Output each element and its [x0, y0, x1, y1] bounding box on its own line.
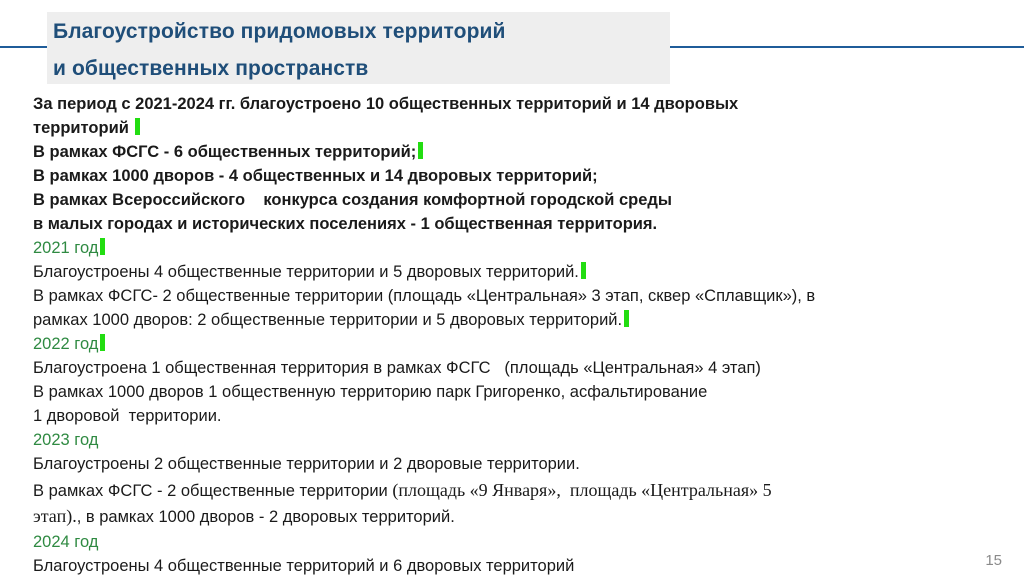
header-rule-left — [0, 46, 47, 48]
highlight-marker — [418, 142, 423, 159]
body-line — [33, 506, 455, 527]
body-text: рамках 1000 дворов: 2 общественные территории и 5 дворовых территорий. — [33, 311, 623, 329]
body-line: Благоустроены 4 общественные территорий и 6 дворовых территорий — [33, 557, 575, 575]
highlight-marker — [100, 334, 105, 351]
body-text-serif: этап). — [33, 506, 77, 526]
body-text: Благоустроены 4 общественные территории и 5 дворовых территорий. — [33, 263, 579, 281]
body-text: , в рамках 1000 дворов - 2 дворовых территорий. — [76, 508, 455, 526]
year-heading — [33, 334, 105, 354]
body-text: В рамках ФСГС - 2 общественные территории — [33, 482, 393, 500]
body-text-serif: (площадь «9 Января», площадь «Центральная» 5 — [392, 480, 772, 500]
summary-line: В рамках Всероссийского конкурса создания комфортной городской среды — [33, 191, 672, 209]
highlight-marker — [624, 310, 629, 327]
body-line: 1 дворовой территории. — [33, 407, 222, 425]
summary-line: За период с 2021-2024 гг. благоустроено 10 общественных территорий и 14 дворовых — [33, 95, 739, 113]
year-heading — [33, 238, 105, 258]
slide-title-line-2: и общественных пространств — [53, 57, 369, 80]
summary-text: В рамках ФСГС - 6 общественных территорий; — [33, 143, 417, 161]
summary-text: территорий — [33, 119, 129, 137]
slide-title-box — [47, 12, 670, 84]
year-heading-text: 2021 год — [33, 239, 99, 257]
body-line: Благоустроены 2 общественные территории и 2 дворовые территории. — [33, 455, 580, 473]
body-line: В рамках 1000 дворов 1 общественную территорию парк Григоренко, асфальтирование — [33, 383, 708, 401]
highlight-marker — [135, 118, 140, 135]
slide-title-line-1: Благоустройство придомовых территорий — [53, 20, 506, 43]
header-rule-right — [670, 46, 1024, 48]
body-line — [33, 480, 772, 501]
highlight-marker — [100, 238, 105, 255]
year-heading-text: 2022 год — [33, 335, 99, 353]
year-heading: 2023 год — [33, 431, 99, 449]
body-line — [33, 262, 586, 282]
year-heading: 2024 год — [33, 533, 99, 551]
summary-line — [33, 142, 423, 162]
summary-line — [33, 118, 140, 138]
body-line: Благоустроена 1 общественная территория в рамках ФСГС (площадь «Центральная» 4 этап) — [33, 359, 761, 377]
body-line — [33, 310, 629, 330]
body-line: В рамках ФСГС- 2 общественные территории (площадь «Центральная» 3 этап, сквер «Сплавщик»), в — [33, 287, 816, 305]
highlight-marker — [581, 262, 586, 279]
summary-line: в малых городах и исторических поселениях - 1 общественная территория. — [33, 215, 658, 233]
summary-line: В рамках 1000 дворов - 4 общественных и 14 дворовых территорий; — [33, 167, 598, 185]
page-number: 15 — [985, 552, 1002, 569]
